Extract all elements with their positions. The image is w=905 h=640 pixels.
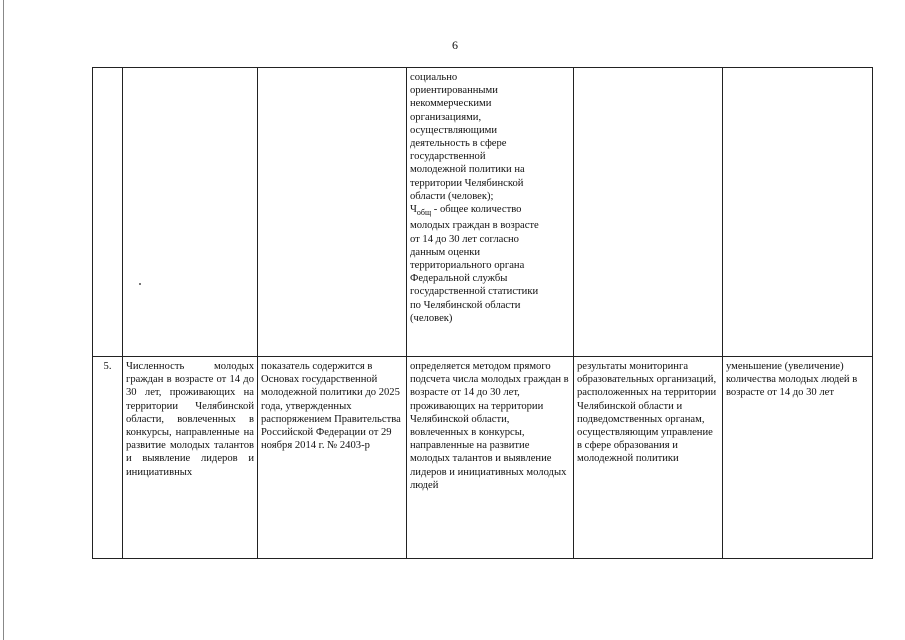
cell-indicator: Численность молодых граждан в возрасте от 14 до 30 лет, проживающих на территории Челябинской области, вовлеченных в конкурсы, направленные на развитие молодых талантов и выявление лидеров и инициативных — [123, 357, 258, 559]
cell-source — [574, 68, 723, 357]
cell-source: результаты мониторинга образовательных организаций, расположенных на территории Челябинской области и подведомственных органам, осуществляющим управление в сфере образования и молодежной политики — [574, 357, 723, 559]
table-row — [93, 68, 873, 357]
cell-indicator — [123, 68, 258, 357]
page-left-edge — [3, 0, 4, 640]
page-number: 6 — [452, 38, 458, 52]
cell-method: определяется методом прямого подсчета числа молодых граждан в возрасте от 14 до 30 лет, проживающих на территории Челябинской области, вовлеченных в конкурсы, направленные на развитие молодых талантов и выявление лидеров и инициативных молодых людей — [407, 357, 574, 559]
cell-method — [407, 68, 574, 357]
cell-number: 5. — [93, 357, 123, 559]
method-text: социально ориентированными некоммерческими организациями, осуществляющими деятельность в сфере государственной молодежной политики на территории Челябинской области (человек); — [410, 72, 525, 202]
cell-trend: уменьшение (увеличение) количества молодых людей в возрасте от 14 до 30 лет — [723, 357, 873, 559]
cell-basis — [258, 68, 407, 357]
method-tail-text: - общее количество молодых граждан в возрасте от 14 до 30 лет согласно данным оценки территориального органа Федеральной службы государственной статистики по Челябинской области (человек) — [410, 204, 539, 324]
table-row — [93, 357, 873, 559]
cell-trend — [723, 68, 873, 357]
formula-subscript: общ — [416, 208, 432, 218]
formula-symbol: Ч — [410, 204, 417, 216]
cell-basis: показатель содержится в Основах государственной молодежной политики до 2025 года, утвержденных распоряжением Правительства Российской Федерации от 29 ноября 2014 г. № 2403-р — [258, 357, 407, 559]
cell-number — [93, 68, 123, 357]
indicators-table — [92, 67, 873, 559]
